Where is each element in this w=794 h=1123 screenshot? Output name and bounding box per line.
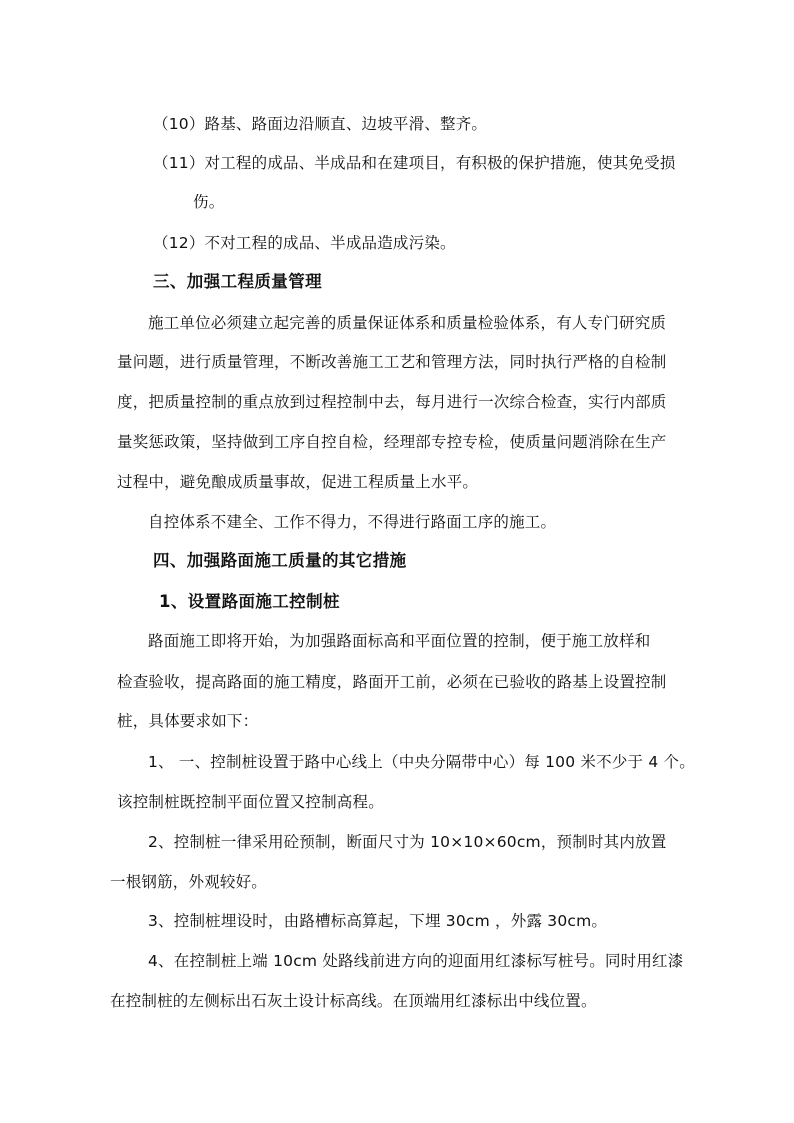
list-item-12: （12）不对工程的成品、半成品造成污染。 <box>153 234 456 252</box>
paragraph-line: 量问题，进行质量管理，不断改善施工工艺和管理方法，同时执行严格的自检制 <box>117 353 667 371</box>
subsection-heading-1: 1、设置路面施工控制桩 <box>159 592 340 611</box>
list-item-10: （10）路基、路面边沿顺直、边坡平滑、整齐。 <box>153 115 488 133</box>
numbered-item-2: 2、控制桩一律采用砼预制，断面尺寸为 10×10×60cm，预制时其内放置 <box>148 833 667 851</box>
numbered-item-4: 4、在控制桩上端 10cm 处路线前进方向的迎面用红漆标写桩号。同时用红漆 <box>148 952 684 970</box>
paragraph-line: 路面施工即将开始，为加强路面标高和平面位置的控制，便于施工放样和 <box>148 632 651 650</box>
paragraph-line: 度，把质量控制的重点放到过程控制中去，每月进行一次综合检查，实行内部质 <box>117 393 667 411</box>
section-heading-3: 三、加强工程质量管理 <box>153 272 322 291</box>
paragraph-line: 量奖惩政策，坚持做到工序自控自检，经理部专控专检，使质量问题消除在生产 <box>117 433 667 451</box>
numbered-item-1-continuation: 该控制桩既控制平面位置又控制高程。 <box>117 793 384 811</box>
paragraph-line: 桩，具体要求如下： <box>117 712 259 730</box>
paragraph-line: 过程中，避免酿成质量事故，促进工程质量上水平。 <box>117 473 479 491</box>
paragraph-line: 施工单位必须建立起完善的质量保证体系和质量检验体系，有人专门研究质 <box>148 314 667 332</box>
numbered-item-1: 1、 一、控制桩设置于路中心线上（中央分隔带中心）每 100 米不少于 4 个。 <box>148 753 695 771</box>
list-item-11-continuation: 伤。 <box>193 193 225 211</box>
paragraph-line: 检查验收，提高路面的施工精度，路面开工前，必须在已验收的路基上设置控制 <box>117 673 667 691</box>
list-item-11: （11）对工程的成品、半成品和在建项目，有积极的保护措施，使其免受损 <box>153 154 676 172</box>
numbered-item-3: 3、控制桩埋设时，由路槽标高算起，下埋 30cm ，外露 30cm。 <box>148 912 608 930</box>
paragraph-line: 自控体系不建全、工作不得力，不得进行路面工序的施工。 <box>148 513 557 531</box>
numbered-item-2-continuation: 一根钢筋，外观较好。 <box>110 873 268 891</box>
numbered-item-4-continuation: 在控制桩的左侧标出石灰土设计标高线。在顶端用红漆标出中线位置。 <box>110 992 597 1010</box>
section-heading-4: 四、加强路面施工质量的其它措施 <box>153 551 407 570</box>
